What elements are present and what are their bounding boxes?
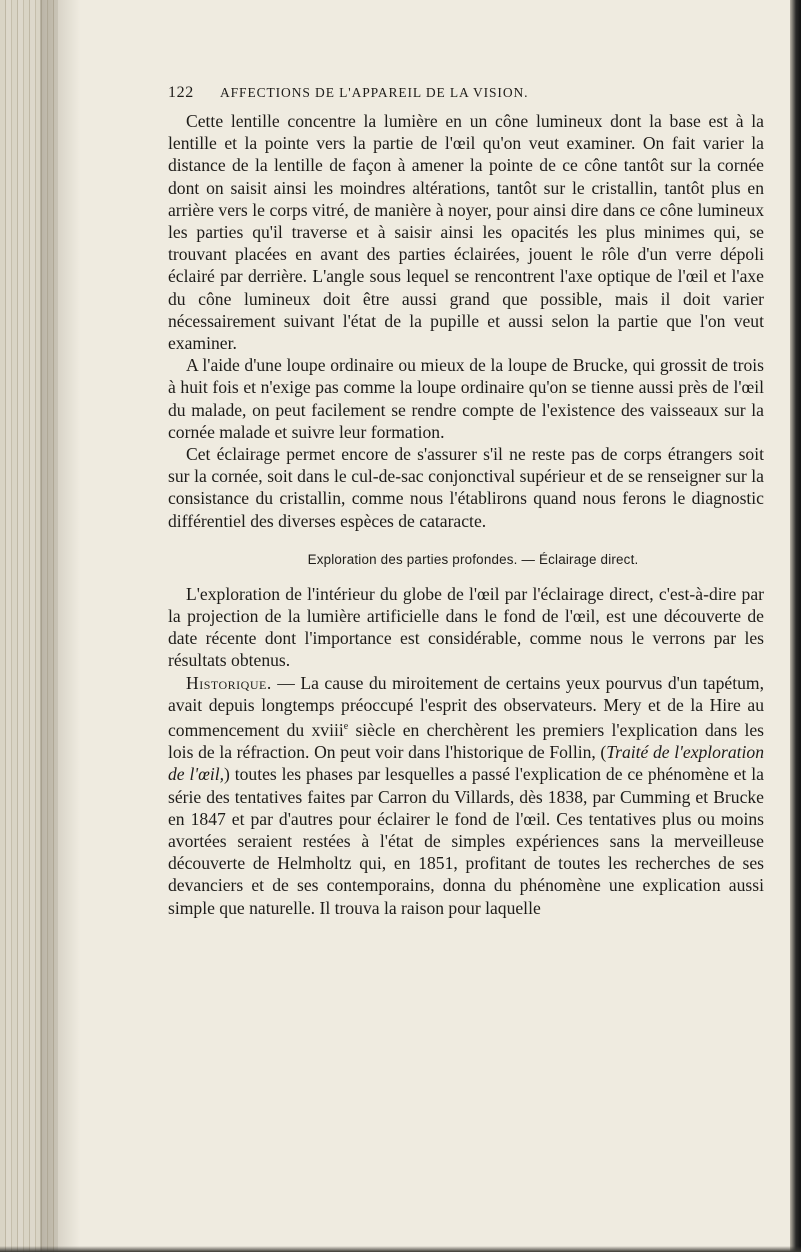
paragraph-4: L'exploration de l'intérieur du globe de l'œil par l'éclairage direct, c'est-à-dire par la projection de la lumière artificielle dans le fond de l'œil, est une découverte de date récente dont l'importance est considérable, comme nous le verrons par les résultats obtenus. [168, 583, 764, 671]
historique-label: Historique. [186, 672, 272, 693]
paragraph-3: Cet éclairage permet encore de s'assurer s'il ne reste pas de corps étrangers soit sur la cornée, soit dans le cul-de-sac conjonctival supérieur et de se renseigner sur la consistance du cristallin, comme nous l'établirons quand nous ferons le diagnostic différentiel des diverses espèces de cataracte. [168, 444, 764, 531]
book-title-italic: Traité de l'exploration de l'œil, [168, 742, 764, 785]
body-text [168, 110, 764, 919]
paragraph-5-part-c: ) toutes les phases par lesquelles a passé l'explication de ce phénomène et la série des tentatives faites par Carron du Villards, dès 1838, par Cumming et Brucke en 1847 et par d'autres pour éclairer le fond de l'œil. Ces tentatives plus ou moins avortées seraient restées à l'état de simples expériences sans la merveilleuse découverte de Helmholtz qui, en 1851, profitant de toutes les recherches de ses devanciers et de ses contemporains, donna du phénomène une explication aussi simple que naturelle. Il trouva la raison pour laquelle [168, 764, 764, 918]
gutter-shadow [40, 0, 80, 1252]
paragraph-5 [168, 672, 764, 919]
page-right-edge [790, 0, 801, 1252]
page-bottom-edge [0, 1246, 801, 1252]
paragraph-1: Cette lentille concentre la lumière en un cône lumineux dont la base est à la lentille et la pointe vers la partie de l'œil qu'on veut examiner. On fait varier la distance de la lentille de façon à amener la pointe de ce cône tantôt sur la cornée dont on saisit ainsi les moindres altérations, tantôt sur le cristallin, tantôt plus en arrière vers le corps vitré, de manière à noyer, pour ainsi dire dans ce cône lumineux les parties qu'il traverse et à saisir ainsi les opacités les plus minimes qui, se trouvant placées en avant des parties éclairées, jouent le rôle d'un verre dépoli éclairé par derrière. L'angle sous lequel se rencontrent l'axe optique de l'œil et l'axe du cône lumineux doit être aussi grand que possible, mais il doit varier nécessairement suivant l'état de la pupille et aussi selon la partie que l'on veut examiner. [168, 111, 764, 354]
paragraph-2: A l'aide d'une loupe ordinaire ou mieux de la loupe de Brucke, qui grossit de trois à huit fois et n'exige pas comme la loupe ordinaire qu'on se tienne aussi près de l'œil du malade, on peut facilement se rendre compte de l'existence des vaisseaux sur la cornée malade et suivre leur formation. [168, 355, 764, 442]
running-head [168, 84, 764, 106]
century-superscript: e [343, 721, 349, 733]
book-page [168, 84, 764, 919]
paragraph-5-part-a: — La cause du miroitement de certains yeux pourvus d'un tapétum, avait depuis longtemps préoccupé l'esprit des observateurs. Mery et de la Hire au commencement du xviii [168, 672, 764, 740]
paragraph-5-part-b: siècle en cherchèrent les premiers l'explication dans les lois de la réfraction. On peut voir dans l'historique de Follin, ( [168, 719, 764, 763]
section-heading: Exploration des parties profondes. — Éclairage direct. [307, 551, 639, 567]
page-number: 122 [168, 84, 194, 101]
running-title: AFFECTIONS DE L'APPAREIL DE LA VISION. [220, 85, 529, 100]
